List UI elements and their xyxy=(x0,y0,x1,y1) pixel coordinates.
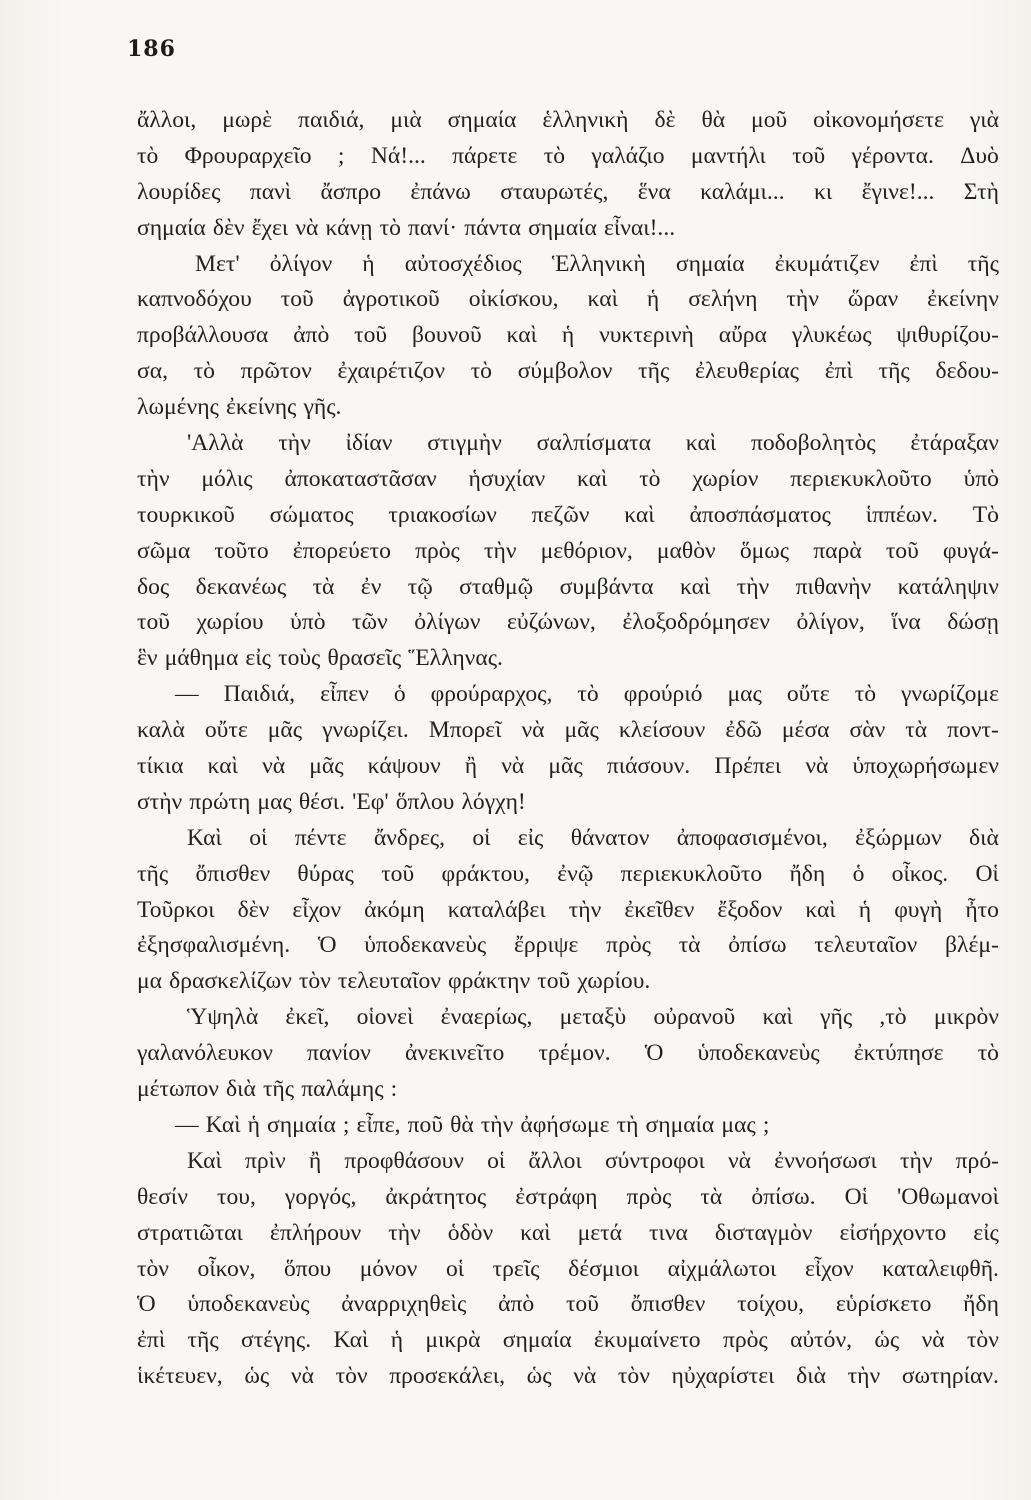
text-line: Μετ' ὀλίγον ἡ αὐτοσχέδιος Ἑλληνικὴ σημαία ἐκυμάτιζεν ἐπὶ τῆς xyxy=(195,250,999,277)
text-line: σημαία δὲν ἔχει νὰ κάνῃ τὸ πανί· πάντα σημαία εἶναι!... xyxy=(137,214,676,241)
text-line: ἱκέτευεν, ὡς νὰ τὸν προσεκάλει, ὡς νὰ τὸν ηὐχαρίστει διὰ τὴν σωτηρίαν. xyxy=(137,1363,999,1390)
text-line: τῆς ὄπισθεν θύρας τοῦ φράκτου, ἐνῷ περιεκυκλοῦτο ἤδη ὁ οἶκος. Οἱ xyxy=(137,860,999,887)
text-line: μα δρασκελίζων τὸν τελευταῖον φράκτην τοῦ χωρίου. xyxy=(137,968,651,995)
text-line: τοῦ χωρίου ὑπὸ τῶν ὀλίγων εὐζώνων, ἐλοξοδρόμησεν ὀλίγον, ἵνα δώσῃ xyxy=(137,609,999,636)
text-line: λουρίδες πανὶ ἄσπρο ἐπάνω σταυρωτές, ἕνα καλάμι... κι ἔγινε!... Στὴ xyxy=(137,178,999,205)
text-line: Τοῦρκοι δὲν εἶχον ἀκόμη καταλάβει τὴν ἐκεῖθεν ἔξοδον καὶ ἡ φυγὴ ἦτο xyxy=(137,896,999,923)
text-line: καλὰ οὔτε μᾶς γνωρίζει. Μπορεῖ νὰ μᾶς κλείσουν ἐδῶ μέσα σὰν τὰ ποντ- xyxy=(137,717,999,744)
page-number: 186 xyxy=(127,36,176,62)
text-line: Ὑψηλὰ ἐκεῖ, οἱονεὶ ἐναερίως, μεταξὺ οὐρανοῦ καὶ γῆς ,τὸ μικρὸν xyxy=(187,1004,999,1031)
text-line: ἐπὶ τῆς στέγης. Καὶ ἡ μικρὰ σημαία ἐκυμαίνετο πρὸς αὐτόν, ὡς νὰ τὸν xyxy=(137,1327,999,1354)
text-line: σῶμα τοῦτο ἐπορεύετο πρὸς τὴν μεθόριον, μαθὸν ὅμως παρὰ τοῦ φυγά- xyxy=(137,537,999,564)
text-line: τουρκικοῦ σώματος τριακοσίων πεζῶν καὶ ἀποσπάσματος ἱππέων. Τὸ xyxy=(137,501,999,528)
text-line: ἓν μάθημα εἰς τοὺς θρασεῖς Ἕλληνας. xyxy=(137,645,503,672)
text-line: 'Αλλὰ τὴν ἰδίαν στιγμὴν σαλπίσματα καὶ ποδοβολητὸς ἐτάραξαν xyxy=(187,430,999,457)
text-line: τὸ Φρουραρχεῖο ; Νά!... πάρετε τὸ γαλάζιο μαντήλι τοῦ γέροντα. Δυὸ xyxy=(137,142,999,169)
text-line: — Παιδιά, εἶπεν ὁ φρούραρχος, τὸ φρούριό μας οὔτε τὸ γνωρίζομε xyxy=(175,681,999,708)
text-line: Ὁ ὑποδεκανεὺς ἀναρριχηθεὶς ἀπὸ τοῦ ὄπισθεν τοίχου, εὑρίσκετο ἤδη xyxy=(137,1291,999,1318)
text-line: Καὶ οἱ πέντε ἄνδρες, οἱ εἰς θάνατον ἀποφασισμένοι, ἐξώρμων διὰ xyxy=(187,824,999,851)
text-line: καπνοδόχου τοῦ ἀγροτικοῦ οἰκίσκου, καὶ ἡ σελήνη τὴν ὥραν ἐκείνην xyxy=(137,286,999,313)
text-line: προβάλλουσα ἀπὸ τοῦ βουνοῦ καὶ ἡ νυκτερινὴ αὔρα γλυκέως ψιθυρίζου- xyxy=(137,322,999,349)
text-line: λωμένης ἐκείνης γῆς. xyxy=(137,394,342,421)
text-line: δος δεκανέως τὰ ἐν τῷ σταθμῷ συμβάντα καὶ τὴν πιθανὴν κατάληψιν xyxy=(137,573,999,600)
text-line: στὴν πρώτη μας θέσι. 'Εφ' ὅπλου λόγχη! xyxy=(137,788,526,815)
text-line: θεσίν του, γοργός, ἀκράτητος ἐστράφη πρὸς τὰ ὀπίσω. Οἱ 'Οθωμανοὶ xyxy=(137,1183,999,1210)
text-line: Καὶ πρὶν ἢ προφθάσουν οἱ ἄλλοι σύντροφοι νὰ ἐννοήσωσι τὴν πρό- xyxy=(187,1147,999,1174)
text-line: τὸν οἶκον, ὅπου μόνον οἱ τρεῖς δέσμιοι αἰχμάλωτοι εἶχον καταλειφθῆ. xyxy=(137,1255,999,1282)
text-line: στρατιῶται ἐπλήρουν τὴν ὁδὸν καὶ μετά τινα δισταγμὸν εἰσήρχοντο εἰς xyxy=(137,1219,999,1246)
body-text xyxy=(137,103,999,1395)
text-line: μέτωπον διὰ τῆς παλάμης : xyxy=(137,1076,398,1103)
text-line: ἐξησφαλισμένη. Ὁ ὑποδεκανεὺς ἔρριψε πρὸς τὰ ὀπίσω τελευταῖον βλέμ- xyxy=(137,932,999,959)
text-line: σα, τὸ πρῶτον ἐχαιρέτιζον τὸ σύμβολον τῆς ἐλευθερίας ἐπὶ τῆς δεδου- xyxy=(137,358,999,385)
text-line: γαλανόλευκον πανίον ἀνεκινεῖτο τρέμον. Ὁ ὑποδεκανεὺς ἐκτύπησε τὸ xyxy=(137,1040,999,1067)
text-line: — Καὶ ἡ σημαία ; εἶπε, ποῦ θὰ τὴν ἀφήσωμε τὴ σημαία μας ; xyxy=(175,1111,770,1138)
text-line: τίκια καὶ νὰ μᾶς κάψουν ἢ νὰ μᾶς πιάσουν. Πρέπει νὰ ὑποχωρήσωμεν xyxy=(137,753,999,780)
scan-speck xyxy=(396,1476,402,1486)
text-line: τὴν μόλις ἀποκαταστᾶσαν ἡσυχίαν καὶ τὸ χωρίον περιεκυκλοῦτο ὑπὸ xyxy=(137,465,999,492)
text-line: ἄλλοι, μωρὲ παιδιά, μιὰ σημαία ἑλληνικὴ δὲ θὰ μοῦ οἰκονομήσετε γιὰ xyxy=(137,107,999,133)
